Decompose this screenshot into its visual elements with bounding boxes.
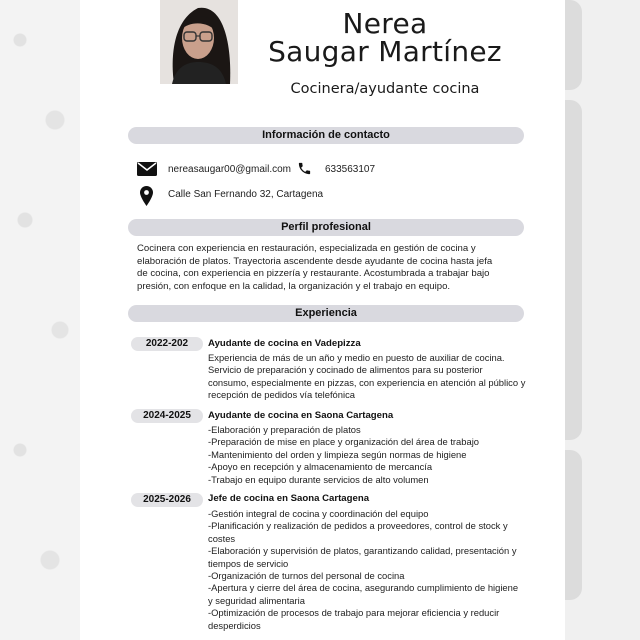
job-line: Servicio de preparación y cocinado de alimentos para su posterior — [208, 364, 483, 376]
phone-icon — [297, 161, 312, 176]
full-name — [260, 7, 510, 68]
profile-photo — [160, 0, 238, 84]
background-left — [0, 0, 80, 640]
last-name: Saugar Martínez — [268, 35, 502, 68]
location-pin-icon — [140, 186, 153, 206]
section-profile-header: Perfil profesional — [128, 219, 524, 236]
job-dates: 2022-202 — [131, 337, 203, 351]
job-line: tiempos de servicio — [208, 557, 289, 569]
job-title: Ayudante de cocina en Vadepizza — [208, 338, 361, 349]
job-dates: 2024-2025 — [131, 409, 203, 423]
job-description — [208, 508, 553, 632]
job-line: Experiencia de más de un año y medio en puesto de auxiliar de cocina. — [208, 352, 505, 363]
job-title: Jefe de cocina en Saona Cartagena — [208, 493, 370, 504]
job-line: -Gestión integral de cocina y coordinación del equipo — [208, 508, 429, 519]
job-line: recepción de pedidos vía telefónica — [208, 389, 355, 401]
job-line: y seguridad alimentaria — [208, 594, 305, 606]
job-title: Ayudante de cocina en Saona Cartagena — [208, 410, 394, 421]
job-line: -Organización de turnos del personal de cocina — [208, 570, 405, 582]
envelope-icon — [137, 162, 157, 176]
first-name: Nerea — [342, 7, 428, 40]
job-line: -Apoyo en recepción y almacenamiento de mercancía — [208, 461, 433, 473]
job-line: -Elaboración y supervisión de platos, garantizando calidad, presentación y — [208, 545, 517, 557]
job-line: -Elaboración y preparación de platos — [208, 424, 361, 435]
job-description — [208, 424, 553, 486]
section-contact-header: Información de contacto — [128, 127, 524, 144]
job-line: -Optimización de procesos de trabajo para mejorar eficiencia y reducir — [208, 607, 500, 619]
phone-text: 633563107 — [325, 164, 376, 175]
job-line: desperdicios — [208, 619, 261, 631]
email-text: nereasaugar00@gmail.com — [168, 164, 291, 175]
job-line: -Planificación y realización de pedidos a proveedores, control de stock y — [208, 520, 508, 532]
job-line: -Apertura y cierre del área de cocina, asegurando cumplimiento de higiene — [208, 582, 519, 594]
job-line: -Mantenimiento del orden y limpieza según normas de higiene — [208, 448, 467, 460]
profile-text: Cocinera con experiencia en restauración, especializada en gestión de cocina y elaboración de platos. Trayectoria ascendente desde ayudante de cocina hasta jefa de cocina, con experiencia en pizzería y restaurante. Acostumbrada a trabajar bajo presión, con enfoque en la calidad, la organización y el trabajo en equipo. — [137, 243, 493, 292]
job-role: Cocinera/ayudante cocina — [290, 81, 480, 97]
resume-page — [80, 0, 565, 640]
job-description — [208, 352, 553, 402]
job-dates: 2025-2026 — [131, 493, 203, 507]
address-text: Calle San Fernando 32, Cartagena — [168, 189, 324, 200]
section-experience-header: Experiencia — [128, 305, 524, 322]
job-line: -Preparación de mise en place y organización del área de trabajo — [208, 436, 479, 448]
job-line: costes — [208, 532, 236, 544]
job-line: consumo, especialmente en pizzas, con experiencia en atención al público y — [208, 376, 526, 388]
job-line: -Trabajo en equipo durante servicios de alto volumen — [208, 473, 429, 485]
